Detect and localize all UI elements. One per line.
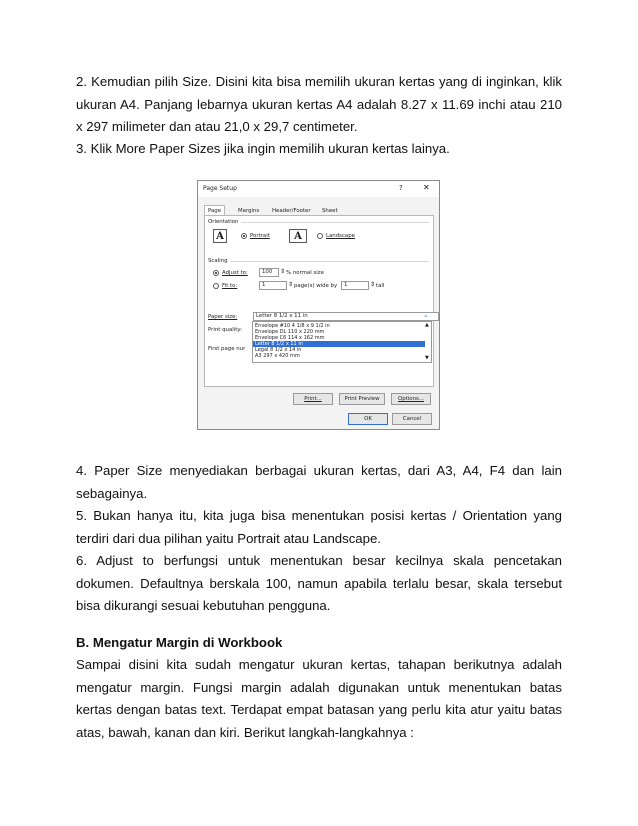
adjust-to-input[interactable]: 100: [259, 268, 279, 277]
tall-label: tall: [376, 283, 385, 289]
paper-size-dropdown[interactable]: [252, 321, 432, 363]
tab-page[interactable]: Page: [204, 205, 225, 216]
pages-wide-label: page(s) wide by: [294, 283, 338, 289]
page-setup-dialog: [197, 180, 440, 430]
paragraph-step-5: 5. Bukan hanya itu, kita juga bisa menentukan posisi kertas / Orientation yang terdiri dari dua pilihan yaitu Portrait atau Landscape.: [76, 508, 562, 546]
paragraph-step-4: 4. Paper Size menyediakan berbagai ukuran kertas, dari A3, A4, F4 dan lain sebagainya.: [76, 463, 562, 501]
options-button-label: Options...: [398, 396, 424, 402]
scaling-label: Scaling: [208, 258, 228, 264]
paragraph-step-2: 2. Kemudian pilih Size. Disini kita bisa memilih ukuran kertas yang di inginkan, klik ukuran A4. Panjang lebarnya ukuran kertas A4 adalah 8.27 x 11.69 inchi atau 210 x 297 milimeter dan atau 21,0 x 29,7 centimeter.: [76, 74, 562, 134]
print-preview-button[interactable]: [339, 393, 385, 405]
fit-wide-spinner-icon[interactable]: ⇕: [288, 281, 294, 288]
paper-option[interactable]: Legal 8 1/2 x 14 in: [255, 347, 302, 353]
print-quality-label: Print quality:: [208, 327, 242, 333]
print-button-label: Print...: [304, 396, 322, 402]
options-button[interactable]: [391, 393, 431, 405]
tab-header-footer[interactable]: Header/Footer: [272, 208, 311, 214]
portrait-label[interactable]: Portrait: [250, 233, 270, 239]
section-heading-margin: B. Mengatur Margin di Workbook: [76, 635, 283, 650]
print-button[interactable]: [293, 393, 333, 405]
fit-tall-spinner-icon[interactable]: ⇕: [370, 281, 376, 288]
paper-option-selected[interactable]: Letter 8 1/2 x 11 in: [253, 341, 425, 347]
paper-option[interactable]: Envelope DL 110 x 220 mm: [255, 329, 325, 335]
landscape-radio[interactable]: [317, 233, 323, 239]
tab-sheet[interactable]: Sheet: [322, 208, 338, 214]
paragraph-step-3: 3. Klik More Paper Sizes jika ingin memilih ukuran kertas lainya.: [76, 141, 450, 156]
paper-size-label: Paper size:: [208, 314, 238, 320]
portrait-icon: A: [213, 229, 227, 243]
chevron-down-icon[interactable]: ⌄: [423, 311, 429, 319]
landscape-icon: A: [289, 229, 307, 243]
ok-button[interactable]: [348, 413, 388, 425]
cancel-button[interactable]: [392, 413, 432, 425]
fit-to-radio[interactable]: [213, 283, 219, 289]
adjust-to-label[interactable]: Adjust to:: [222, 270, 248, 276]
dialog-title: Page Setup: [203, 185, 237, 192]
orientation-label: Orientation: [208, 219, 239, 225]
paper-size-select[interactable]: Letter 8 1/2 x 11 in: [253, 312, 439, 321]
paper-option[interactable]: Envelope #10 4 1/8 x 9 1/2 in: [255, 323, 330, 329]
fit-wide-input[interactable]: 1: [259, 281, 287, 290]
fit-to-label[interactable]: Fit to:: [222, 283, 238, 289]
paper-option[interactable]: A3 297 x 420 mm: [255, 353, 300, 359]
tab-margins[interactable]: Margins: [238, 208, 260, 214]
first-page-label: First page nur: [208, 346, 246, 352]
cancel-button-label: Cancel: [402, 416, 422, 422]
adjust-to-radio[interactable]: [213, 270, 219, 276]
print-preview-button-label: Print Preview: [344, 396, 380, 402]
paper-option[interactable]: Envelope C6 114 x 162 mm: [255, 335, 325, 341]
fit-tall-input[interactable]: 1: [341, 281, 369, 290]
dialog-titlebar: [198, 181, 439, 197]
paragraph-step-6: 6. Adjust to berfungsi untuk menentukan besar kecilnya skala pencetakan dokumen. Defaultnya berskala 100, namun apabila terlalu besar, skala tersebut bisa dikurangi sesuai kebutuhan pengguna.: [76, 553, 562, 613]
ok-button-label: OK: [364, 416, 372, 422]
close-icon[interactable]: ✕: [423, 183, 430, 192]
normal-size-label: % normal size: [286, 270, 324, 276]
help-icon[interactable]: ?: [399, 184, 403, 192]
orientation-divider: [241, 222, 429, 223]
scroll-up-icon[interactable]: ▲: [425, 322, 429, 328]
landscape-label[interactable]: Landscape: [326, 233, 355, 239]
paragraph-margin-intro: Sampai disini kita sudah mengatur ukuran kertas, tahapan berikutnya adalah mengatur margin. Fungsi margin adalah digunakan untuk menentukan batas kertas dengan batas text. Terdapat empat batasan yang perlu kita atur yaitu batas atas, bawah, kanan dan kiri. Berikut langkah-langkahnya :: [76, 657, 562, 740]
scaling-divider: [231, 261, 429, 262]
adjust-spinner-icon[interactable]: ⇕: [280, 268, 286, 275]
portrait-radio[interactable]: [241, 233, 247, 239]
scroll-down-icon[interactable]: ▼: [425, 355, 429, 361]
